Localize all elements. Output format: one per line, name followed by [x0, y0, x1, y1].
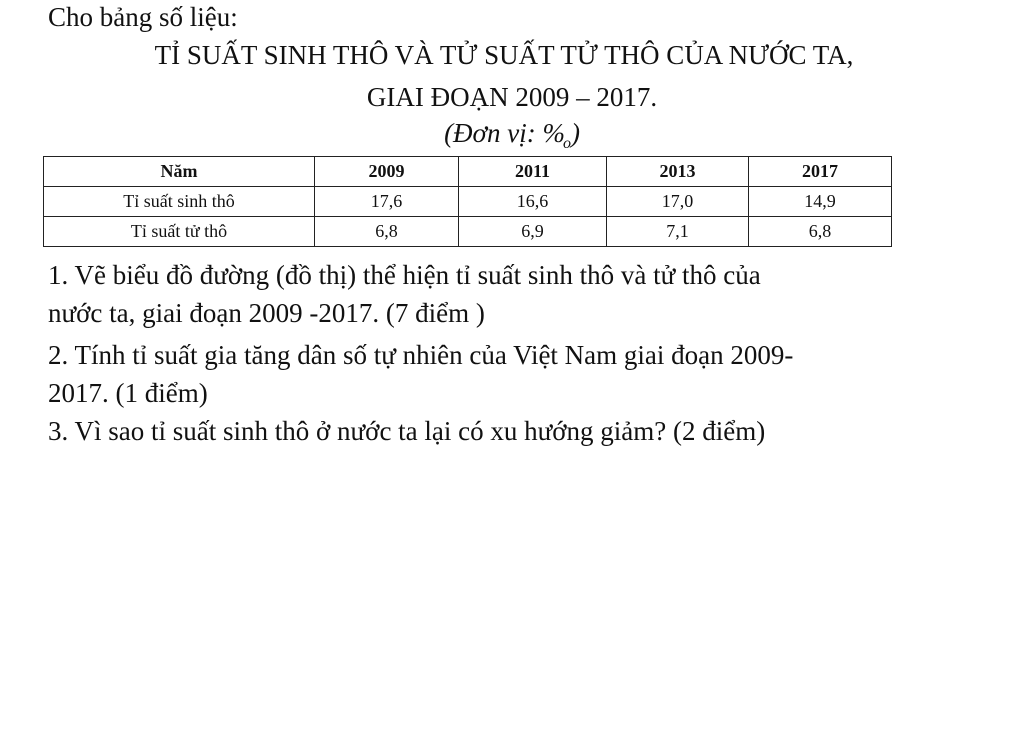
table-cell: 7,1 [607, 217, 749, 247]
table-cell: 6,9 [459, 217, 607, 247]
table-cell: 14,9 [749, 187, 892, 217]
document-title-line-1: TỈ SUẤT SINH THÔ VÀ TỬ SUẤT TỬ THÔ CỦA NƯỚC TA, [154, 40, 854, 70]
table-cell: 17,6 [315, 187, 459, 217]
question-1-line-1: 1. Vẽ biểu đồ đường (đồ thị) thể hiện tỉ suất sinh thô và tử thô của [48, 260, 761, 290]
table-cell: 6,8 [749, 217, 892, 247]
table-cell: 16,6 [459, 187, 607, 217]
unit-suffix: ) [570, 118, 580, 148]
header-2013: 2013 [607, 157, 749, 187]
data-table [43, 156, 892, 247]
row-label: Tỉ suất tử thô [44, 217, 315, 247]
table-cell: 6,8 [315, 217, 459, 247]
unit-label [0, 116, 1024, 161]
header-year: Năm [44, 157, 315, 187]
unit-prefix: (Đơn vị: % [444, 118, 565, 148]
question-2-line-2: 2017. (1 điểm) [48, 378, 208, 408]
question-2-line-1: 2. Tính tỉ suất gia tăng dân số tự nhiên của Việt Nam giai đoạn 2009- [48, 340, 794, 370]
unit-subscript: o [562, 135, 571, 152]
intro-text: Cho bảng số liệu: [48, 2, 238, 32]
header-2017: 2017 [749, 157, 892, 187]
question-1-line-2: nước ta, giai đoạn 2009 -2017. (7 điểm ) [48, 298, 485, 328]
row-label: Tỉ suất sinh thô [44, 187, 315, 217]
header-2011: 2011 [459, 157, 607, 187]
question-3: 3. Vì sao tỉ suất sinh thô ở nước ta lại có xu hướng giảm? (2 điểm) [48, 416, 766, 446]
table-row [44, 187, 892, 217]
document-title-line-2: GIAI ĐOẠN 2009 – 2017. [366, 82, 658, 112]
table-row [44, 217, 892, 247]
table-cell: 17,0 [607, 187, 749, 217]
header-2009: 2009 [315, 157, 459, 187]
table-header-row [44, 157, 892, 187]
